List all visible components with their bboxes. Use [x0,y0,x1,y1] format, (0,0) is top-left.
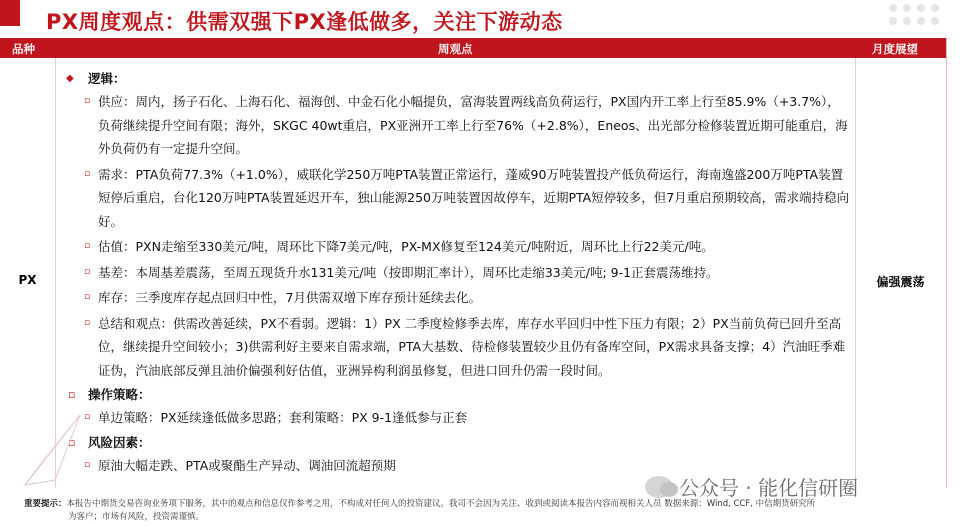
data-source: 数据来源：Wind, CCF, 中信期货研究所 [664,499,816,509]
square-bullet-icon: ▫ [68,388,76,401]
list-item: ▫ 供应：周内，扬子石化、上海石化、福海创、中金石化小幅提负，富海装置两线高负荷运行，PX国内开工率上行至85.9%（+3.7%），负荷继续提升空间有限；海外，SKGC 40wt重启，PX亚洲开工率上行至76%（+2.8%），Eneos、出光部分检修装置近期可能重启，海外负荷仍有一定提升空间。 [62,90,852,161]
weekly-view-content [62,68,852,479]
footer-line-2: 为客户；市场有风险，投资需谨慎。 [68,512,205,522]
list-item: ▫ 单边策略：PX延续逢低做多思路；套利策略：PX 9-1逢低参与正套 [62,406,852,430]
square-bullet-icon: ▫ [84,96,91,106]
watermark: 公众号 · 能化信研圈 [645,472,858,501]
square-bullet-icon: ▫ [84,292,91,302]
decorative-dots [889,4,940,25]
wechat-icon [645,476,673,498]
outlook-cell: 偏强震荡 [876,275,925,289]
square-bullet-icon: ▫ [84,412,91,422]
list-item: ▫ 原油大幅走跌、PTA或聚酯生产异动、调油回流超预期 [62,454,852,478]
header-weekly-view: 周观点 [438,42,473,56]
list-item: ▫ 基差：本周基差震荡，至周五现货升水131美元/吨（按即期汇率计），周环比走缩33美元/吨; 9-1正套震荡维持。 [62,261,852,285]
square-bullet-icon: ▫ [84,266,91,277]
list-item: ▫ 估值：PXN走缩至330美元/吨，周环比下降7美元/吨，PX-MX修复至124美元/吨附近，周环比上行22美元/吨。 [62,235,852,259]
header-variety: 品种 [12,42,35,56]
strategy-heading: ▫ 操作策略： [62,384,852,406]
square-bullet-icon: ▫ [68,435,76,449]
title-accent-block [0,0,20,26]
square-bullet-icon: ▫ [84,317,91,328]
list-item: ▫ 需求：PTA负荷77.3%（+1.0%），威联化学250万吨PTA装置正常运行，蓬威90万吨装置投产低负荷运行，海南逸盛200万吨PTA装置短停后重启，台化120万吨PTA装置延迟开车，独山能源250万吨装置因故停车，近期PTA短停较多，但7月重启预期较高，需求端持稳向好。 [62,163,852,234]
square-bullet-icon: ▫ [84,168,91,179]
paper-plane-icon [20,410,90,490]
footer-text: 本报告中期货交易咨询业务项下服务，其中的观点和信息仅作参考之用，不构成对任何人的投资建议。我司不会因为关注、收到或阅读本报告内容而视相关人员 [66,499,662,509]
footer-label: 重要提示： [24,499,67,509]
risk-heading: ▫ 风险因素： [62,432,852,454]
list-item: ▫ 库存：三季度库存起点回归中性，7月供需双增下库存预计延续去化。 [62,286,852,310]
header-monthly-outlook: 月度展望 [872,42,918,56]
diamond-bullet-icon: ◆ [66,73,74,84]
logic-heading: ◆ 逻辑： [62,68,852,90]
square-bullet-icon: ▫ [84,241,91,251]
table-header [0,38,946,58]
footer-disclaimer [24,498,924,524]
view-table [0,38,947,488]
variety-cell: PX [18,273,37,287]
page-title: PX周度观点：供需双强下PX逢低做多，关注下游动态 [46,10,563,34]
list-item: ▫ 总结和观点：供需改善延续，PX不看弱。逻辑：1）PX 二季度检修季去库，库存水平回归中性下压力有限；2）PX当前负荷已回升至高位，继续提升空间较小；3)供需利好主要来自需求端，PTA大基数、待检修装置较少且仍有备库空间，PX需求具备支撑；4）汽油旺季难证伪，汽油底部反弹且油价偏强利好估值，亚洲异构利润虽修复，但进口回升仍需一段时间。 [62,312,852,383]
square-bullet-icon: ▫ [84,459,91,470]
